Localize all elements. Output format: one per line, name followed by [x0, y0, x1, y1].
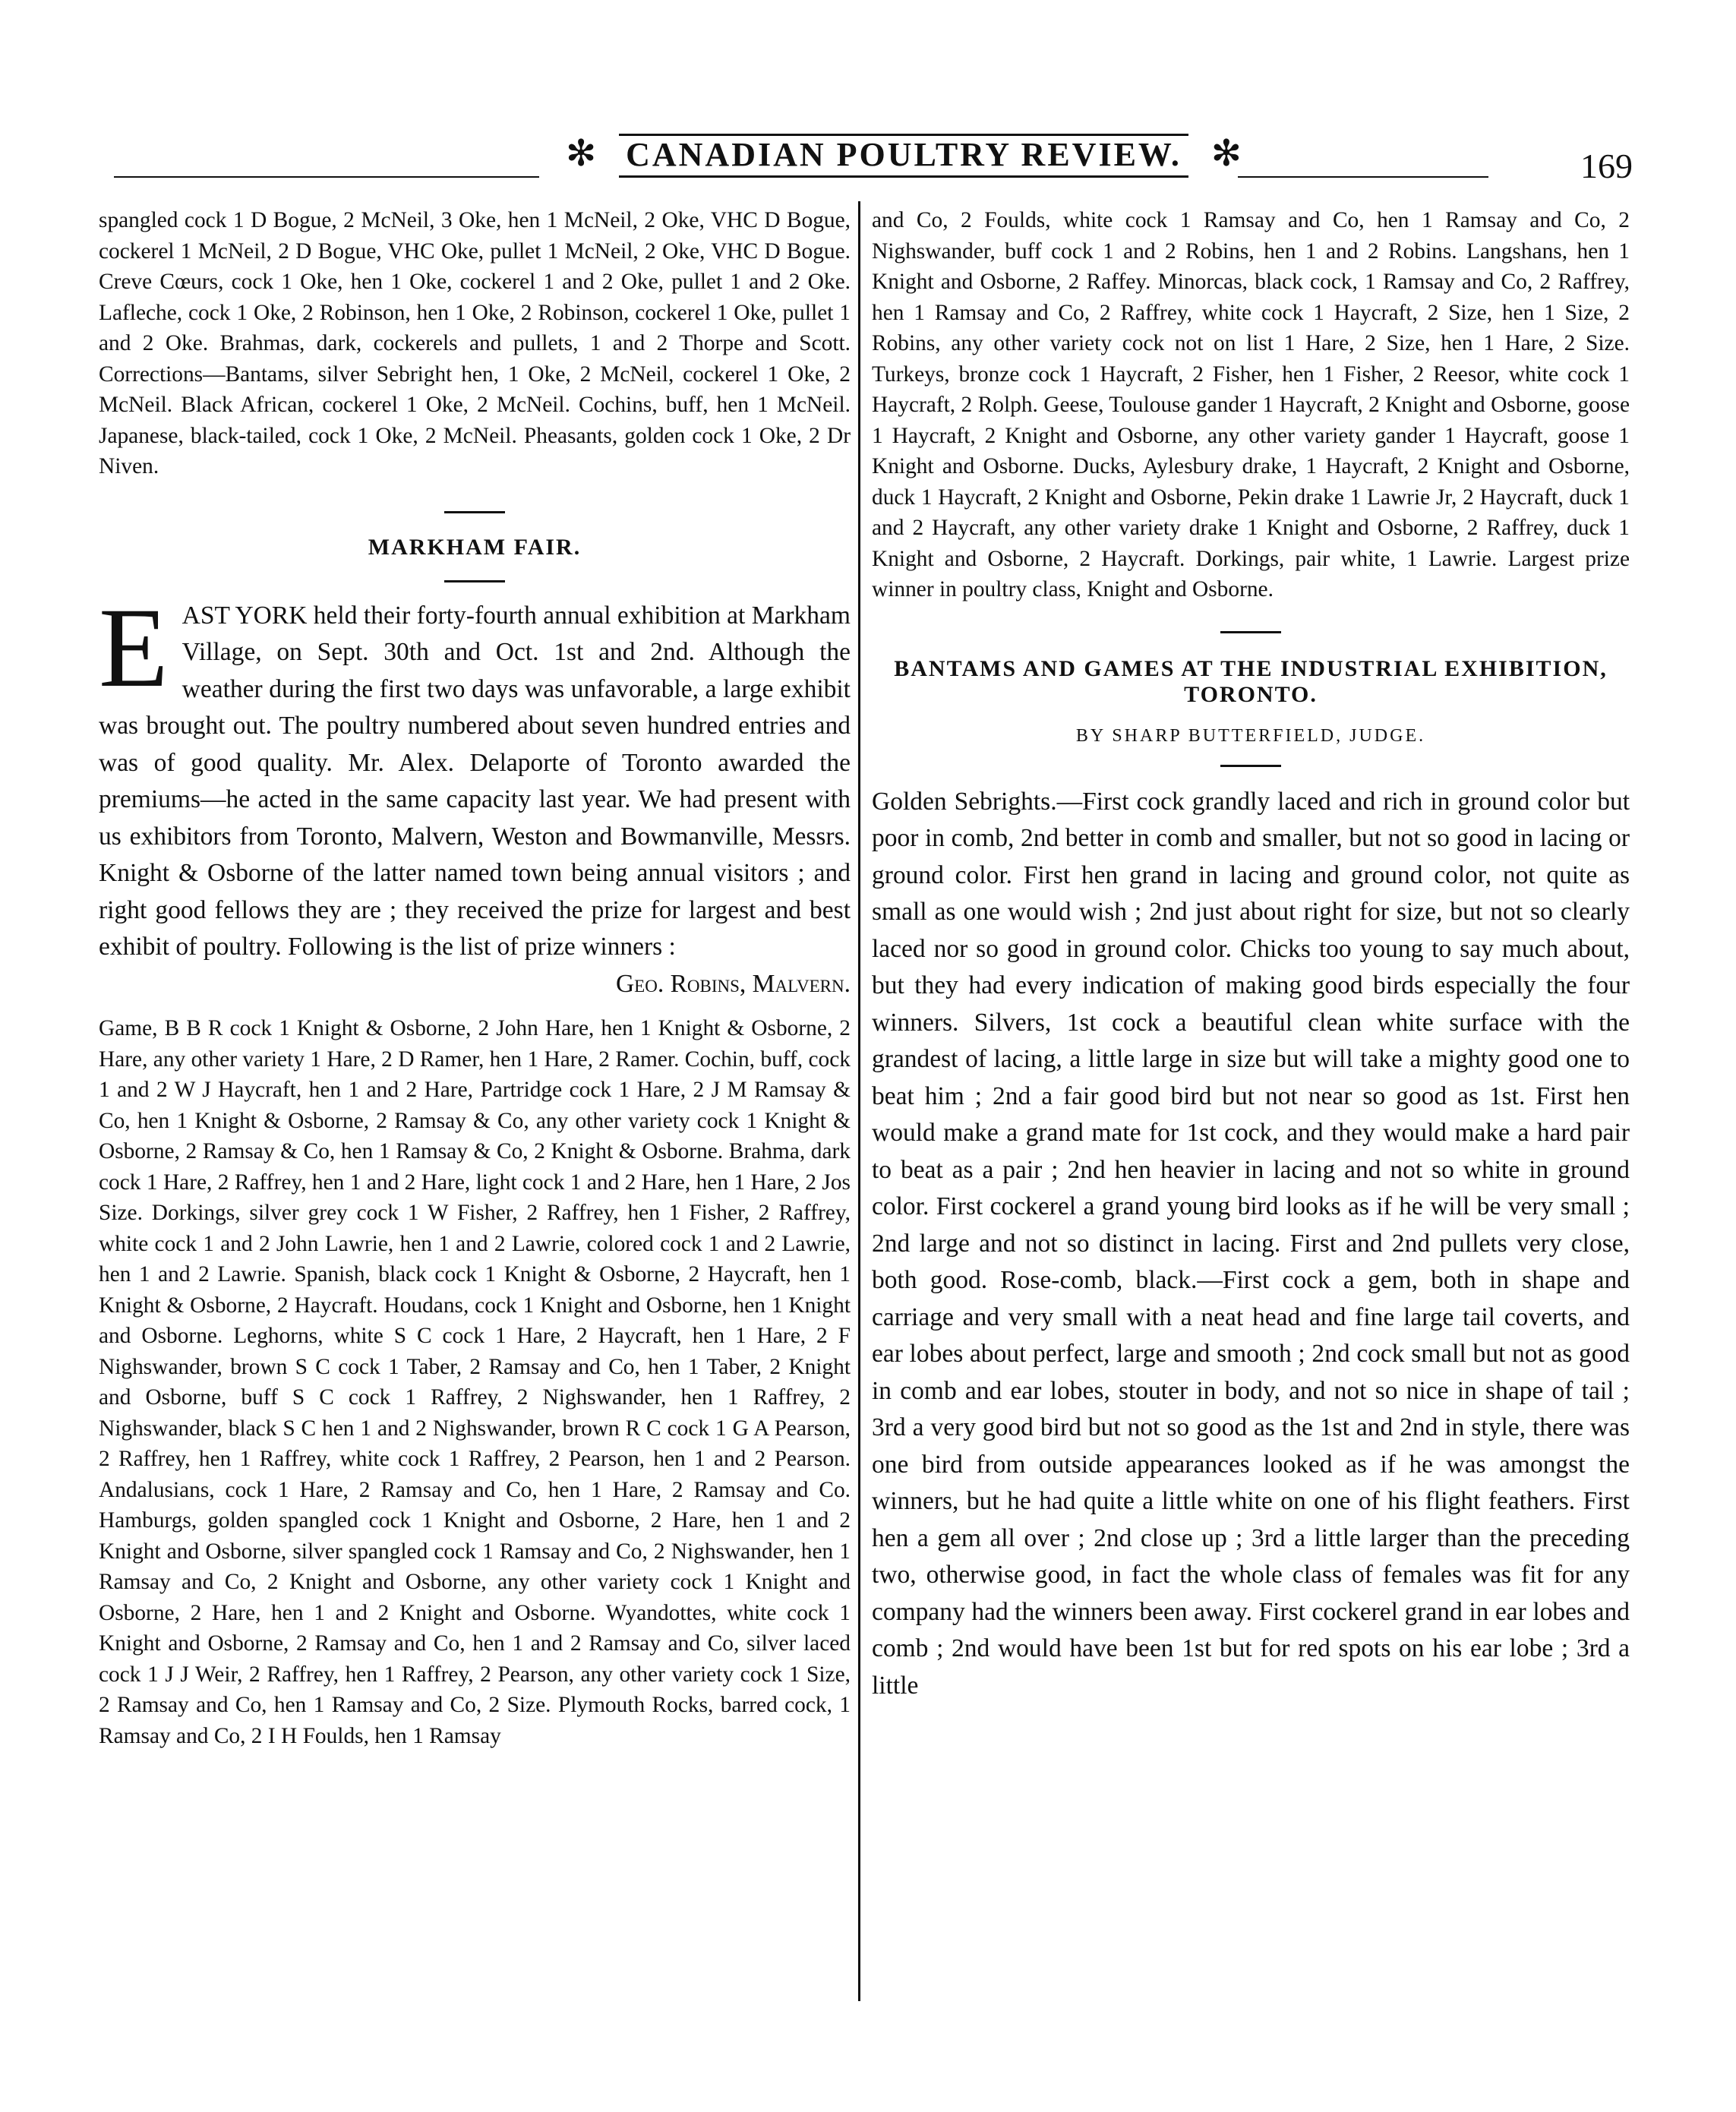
ornament-right-icon: ✻ — [1210, 134, 1242, 174]
header-rule-left — [114, 176, 539, 178]
signature: Geo. Robins, Malvern. — [615, 969, 851, 998]
byline: BY SHARP BUTTERFIELD, JUDGE. — [1075, 725, 1426, 746]
left-column — [99, 205, 851, 1751]
intro-text: AST YORK held their forty-fourth annual exhibition at Markham Village, on Sept. 30th and Oct. 1st and 2nd. Although the weather during the first two days was unfavorable, a large exhibit was brought out. The poultry numbered about seven hundred entries and was of good quality. Mr. Alex. Delaporte of Toronto awarded the premiums—he acted in the same capacity last year. We had present with us exhibitors from Toronto, Malvern, Weston and Bowmanville, Messrs. Knight & Osborne of the latter named town being annual visitors ; and right good fellows they are ; they received the prize for largest and best exhibit of poultry. Following is the list of prize winners : — [99, 601, 851, 961]
page-header — [114, 129, 1633, 190]
markham-prize-list: Game, B B R cock 1 Knight & Osborne, 2 John Hare, hen 1 Knight & Osborne, 2 Hare, any other variety 1 Hare, 2 D Ramer, hen 1 Hare, 2 Ramer. Cochin, buff, cock 1 and 2 W J Haycraft, hen 1 and 2 Hare, Partridge cock 1 Hare, 2 J M Ramsay & Co, hen 1 Knight & Osborne, 2 Ramsay & Co, any other variety cock 1 Knight & Osborne, 2 Ramsay & Co, hen 1 Ramsay & Co, 2 Knight & Osborne. Brahma, dark cock 1 Hare, 2 Raffrey, hen 1 and 2 Hare, light cock 1 and 2 Hare, hen 1 Hare, 2 Jos Size. Dorkings, silver grey cock 1 W Fisher, 2 Raffrey, hen 1 Fisher, 2 Raffrey, white cock 1 and 2 John Lawrie, hen 1 and 2 Lawrie, colored cock 1 and 2 Lawrie, hen 1 and 2 Lawrie. Spanish, black cock 1 Knight & Osborne, 2 Haycraft, hen 1 Knight & Osborne, 2 Haycraft. Houdans, cock 1 Knight and Osborne, hen 1 Knight and Osborne. Leghorns, white S C cock 1 Hare, 2 Haycraft, hen 1 Hare, 2 F Nighswander, brown S C cock 1 Taber, 2 Ramsay and Co, hen 1 Taber, 2 Knight and Osborne, buff S C cock 1 Raffrey, 2 Nighswander, hen 1 Raffrey, 2 Nighswander, black S C hen 1 and 2 Nighswander, brown R C cock 1 G A Pearson, 2 Raffrey, hen 1 Raffrey, white cock 1 Raffrey, 2 Pearson, hen 1 and 2 Pearson. Andalusians, cock 1 Hare, 2 Ramsay and Co, hen 1 Hare, 2 Ramsay and Co. Hamburgs, golden spangled cock 1 Knight and Osborne, 2 Hare, hen 1 and 2 Knight and Osborne, silver spangled cock 1 Ramsay and Co, 2 Nighswander, hen 1 Ramsay and Co, 2 Knight and Osborne, any other variety cock 1 Knight and Osborne, 2 Hare, hen 1 and 2 Knight and Osborne. Wyandottes, white cock 1 Knight and Osborne, 2 Ramsay and Co, hen 1 and 2 Ramsay and Co, silver laced cock 1 J J Weir, 2 Raffrey, hen 1 Raffrey, 2 Pearson, any other variety cock 1 Size, 2 Ramsay and Co, hen 1 Ramsay and Co, 2 Size. Plymouth Rocks, barred cock, 1 Ramsay and Co, 2 I H Foulds, hen 1 Ramsay — [99, 1016, 851, 1748]
bantams-title: BANTAMS AND GAMES AT THE INDUSTRIAL EXHIBITION, TORONTO. — [894, 655, 1608, 707]
ornament-left-icon: ✻ — [566, 134, 597, 174]
continued-prize-list-right: and Co, 2 Foulds, white cock 1 Ramsay and Co, hen 1 Ramsay and Co, 2 Nighswander, buff cock 1 and 2 Robins, hen 1 and 2 Robins. Langshans, hen 1 Knight and Osborne, 2 Raffey. Minorcas, black cock, 1 Ramsay and Co, 2 Raffrey, hen 1 Ramsay and Co, 2 Raffrey, white cock 1 Haycraft, 2 Size, hen 1 Size, 2 Robins, any other variety cock not on list 1 Hare, 2 Size, hen 1 Hare, 2 Size. Turkeys, bronze cock 1 Haycraft, 2 Fisher, hen 1 Fisher, 2 Reesor, white cock 1 Haycraft, 2 Rolph. Geese, Toulouse gander 1 Haycraft, 2 Knight and Osborne, goose 1 Haycraft, 2 Knight and Osborne, any other variety gander 1 Haycraft, goose 1 Knight and Osborne. Ducks, Aylesbury drake, 1 Haycraft, 2 Knight and Osborne, duck 1 Haycraft, 2 Knight and Osborne, Pekin drake 1 Lawrie Jr, 2 Haycraft, duck 1 and 2 Haycraft, any other variety drake 1 Knight and Osborne, 2 Raffrey, duck 1 Knight and Osborne, 2 Haycraft. Dorkings, pair white, 1 Lawrie. Largest prize winner in poultry class, Knight and Osborne. — [872, 208, 1630, 601]
masthead — [566, 129, 1242, 179]
markham-intro — [99, 584, 851, 998]
page-number: 169 — [1580, 147, 1633, 185]
bantams-article: Golden Sebrights.—First cock grandly laced and rich in ground color but poor in comb, 2nd better in comb and smaller, but not so good in lacing or ground color. First hen grand in lacing and ground color, not quite as small as one would wish ; 2nd just about right for size, but not so clearly laced nor so good in ground color. Chicks too young to say much about, but they had every indication of making good birds especially the four winners. Silvers, 1st cock a beautiful clean white surface with the grandest of lacing, a little large in size but will take a mighty good one to beat him ; 2nd a fair good bird but not near so good as 1st. First hen would make a grand mate for 1st cock, and they would make a hard pair to beat as a pair ; 2nd hen heavier in lacing and not so white in ground color. First cockerel a grand young bird looks as if he will be very small ; 2nd large and not so distinct in lacing. First and 2nd pullets very close, both good. Rose-comb, black.—First cock a gem, both in shape and carriage and very small with a neat head and fine large tail coverts, and ear lobes about perfect, large and smooth ; 2nd cock small but not as good in comb and ear lobes, stouter in body, and not so nice in shape of tail ; 3rd a very good bird but not so good as the 1st and 2nd in style, there was one bird from outside appearances looked as if he was amongst the winners, but he had quite a little white on one of his flight feathers. First hen a gem all over ; 2nd close up ; 3rd a little larger than the preceding two, otherwise good, in fact the whole class of females was fit for any company had the winners been away. First cockerel grand in ear lobes and comb ; 2nd would have been 1st but for red spots on his ear lobe ; 3rd a little — [872, 787, 1630, 1700]
continued-prize-list: spangled cock 1 D Bogue, 2 McNeil, 3 Oke, hen 1 McNeil, 2 Oke, VHC D Bogue, cockerel 1 McNeil, 2 D Bogue, VHC Oke, pullet 1 McNeil, 2 Oke, VHC D Bogue. Creve Cœurs, cock 1 Oke, hen 1 Oke, cockerel 1 and 2 Oke, pullet 1 and 2 Oke. Lafleche, cock 1 Oke, 2 Robinson, hen 1 Oke, 2 Robinson, cockerel 1 Oke, pullet 1 and 2 Oke. Brahmas, dark, cockerels and pullets, 1 and 2 Thorpe and Scott. Corrections—Bantams, silver Sebright hen, 1 Oke, 2 McNeil, cockerel 1 Oke, 2 McNeil. Black African, cockerel 1 Oke, 2 McNeil. Cochins, buff, hen 1 McNeil. Japanese, black-tailed, cock 1 Oke, 2 McNeil. Pheasants, golden cock 1 Oke, 2 Dr Niven. — [99, 208, 851, 478]
right-column — [872, 205, 1630, 1704]
dropcap-letter: E — [99, 584, 169, 711]
markham-title: MARKHAM FAIR. — [368, 534, 582, 560]
column-divider — [858, 201, 860, 2001]
header-rule-right — [1238, 176, 1488, 178]
masthead-title: CANADIAN POULTRY REVIEW. — [626, 136, 1182, 173]
